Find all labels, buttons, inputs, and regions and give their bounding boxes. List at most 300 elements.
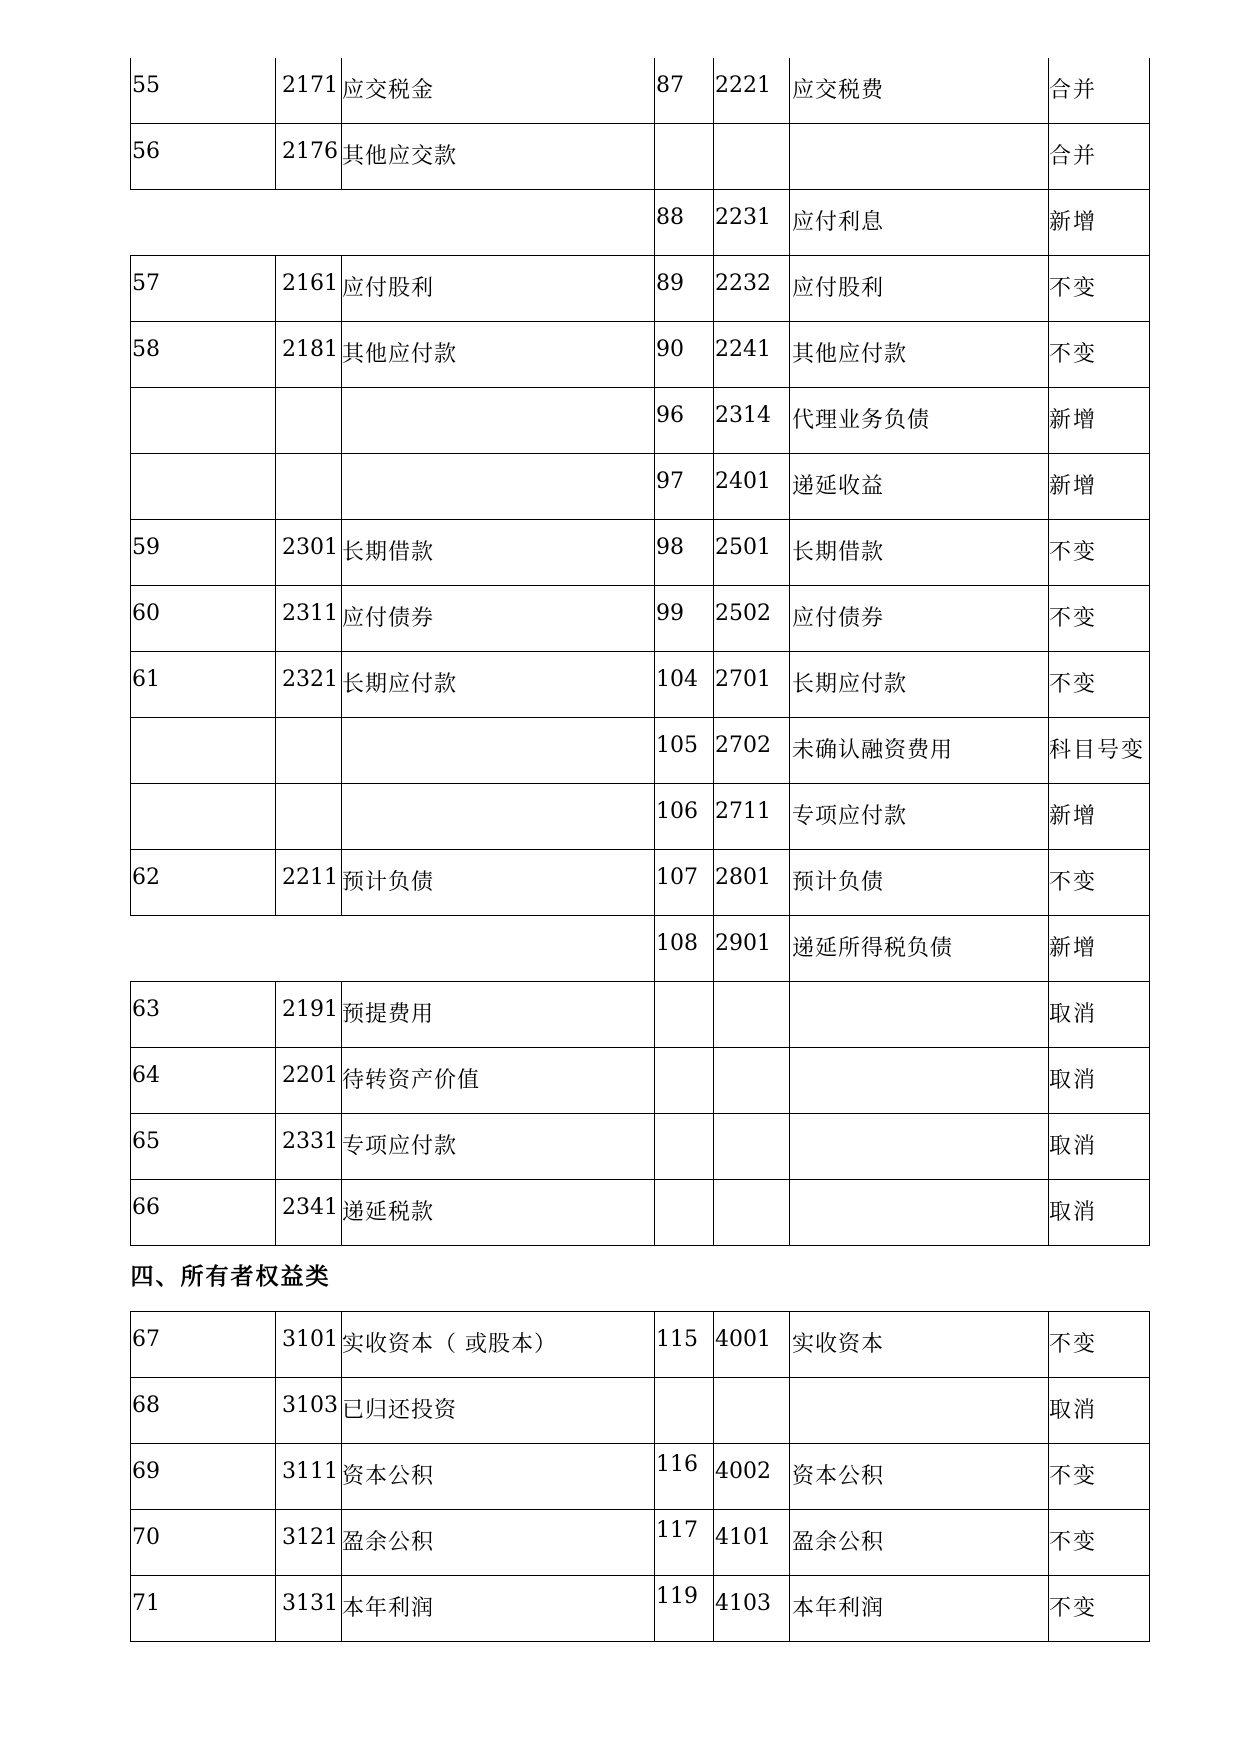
old-seq-cell-text: 65 <box>132 1129 160 1154</box>
old-name-cell <box>342 1114 655 1180</box>
new-name-cell-text: 长期应付款 <box>792 672 908 697</box>
old-name-cell <box>342 124 655 190</box>
old-seq-cell-text <box>131 454 275 471</box>
new-seq-cell-text <box>655 1378 713 1395</box>
old-seq-cell-text: 71 <box>132 1591 160 1616</box>
new-seq-cell <box>655 850 714 916</box>
old-seq-cell <box>131 1312 276 1378</box>
status-cell <box>1049 124 1150 190</box>
old-code-cell-text: 3103 <box>282 1393 338 1418</box>
new-name-cell-text <box>790 982 1048 1004</box>
new-seq-cell-text: 105 <box>656 733 698 758</box>
old-name-cell-text: 长期借款 <box>342 540 435 565</box>
status-cell-text: 不变 <box>1049 1332 1098 1357</box>
status-cell-text: 合并 <box>1049 144 1098 169</box>
new-seq-cell <box>655 520 714 586</box>
status-cell <box>1049 190 1150 256</box>
old-name-cell-text: 预计负债 <box>342 870 435 895</box>
new-code-cell-text: 2701 <box>715 667 771 692</box>
old-name-cell-text: 资本公积 <box>342 1464 435 1489</box>
table-row <box>131 1444 1150 1510</box>
new-code-cell <box>714 388 790 454</box>
old-name-cell <box>342 718 655 784</box>
new-name-cell <box>790 1114 1049 1180</box>
new-code-cell-text <box>714 1180 789 1197</box>
table-row <box>131 58 1150 124</box>
old-seq-cell <box>131 1114 276 1180</box>
new-seq-cell-text: 115 <box>656 1327 698 1352</box>
status-cell <box>1049 58 1150 124</box>
new-code-cell-text <box>714 1114 789 1131</box>
new-seq-cell-text: 99 <box>656 601 684 626</box>
old-name-cell-text: 应付债券 <box>342 606 435 631</box>
status-cell-text: 不变 <box>1049 342 1098 367</box>
new-code-cell <box>714 850 790 916</box>
status-cell <box>1049 652 1150 718</box>
old-name-cell <box>342 520 655 586</box>
new-name-cell <box>790 1180 1049 1246</box>
old-seq-cell-text: 57 <box>132 271 160 296</box>
old-code-cell <box>276 1048 342 1114</box>
old-code-cell-text: 2301 <box>282 535 338 560</box>
status-cell <box>1049 718 1150 784</box>
new-name-cell-text: 其他应付款 <box>792 342 908 367</box>
new-name-cell <box>790 190 1049 256</box>
old-code-cell-text: 2181 <box>282 337 338 362</box>
table-row <box>131 1048 1150 1114</box>
old-name-cell <box>342 58 655 124</box>
table-row <box>131 784 1150 850</box>
new-code-cell-text: 4002 <box>715 1459 771 1484</box>
old-code-cell-text: 3121 <box>282 1525 338 1550</box>
status-cell-text: 不变 <box>1049 606 1098 631</box>
old-name-cell-text: 已归还投资 <box>342 1398 458 1423</box>
old-seq-cell <box>131 520 276 586</box>
new-seq-cell <box>655 1048 714 1114</box>
status-cell <box>1049 256 1150 322</box>
old-name-cell <box>342 850 655 916</box>
new-seq-cell-text <box>655 124 713 141</box>
merged-blank-cell <box>131 916 655 982</box>
old-name-cell-text: 待转资产价值 <box>342 1068 481 1093</box>
new-name-cell <box>790 58 1049 124</box>
old-seq-cell <box>131 388 276 454</box>
old-seq-cell <box>131 718 276 784</box>
status-cell <box>1049 586 1150 652</box>
old-name-cell <box>342 388 655 454</box>
old-seq-cell-text: 61 <box>132 667 160 692</box>
old-name-cell-text: 其他应付款 <box>342 342 458 367</box>
new-seq-cell <box>655 916 714 982</box>
new-seq-cell <box>655 1510 714 1576</box>
status-cell <box>1049 1312 1150 1378</box>
new-name-cell <box>790 124 1049 190</box>
status-cell <box>1049 916 1150 982</box>
old-seq-cell <box>131 1378 276 1444</box>
new-name-cell <box>790 1510 1049 1576</box>
old-name-cell-text: 应交税金 <box>342 78 435 103</box>
new-code-cell-text <box>714 124 789 141</box>
old-name-cell-text: 实收资本（ 或股本） <box>342 1332 557 1357</box>
new-code-cell-text: 2501 <box>715 535 771 560</box>
new-name-cell-text: 递延所得税负债 <box>792 936 954 961</box>
new-code-cell <box>714 916 790 982</box>
new-code-cell-text: 2241 <box>715 337 771 362</box>
new-code-cell-text: 2801 <box>715 865 771 890</box>
new-seq-cell <box>655 454 714 520</box>
old-code-cell <box>276 784 342 850</box>
old-code-cell-text: 2176 <box>282 139 338 164</box>
status-cell-text: 不变 <box>1049 1596 1098 1621</box>
status-cell <box>1049 784 1150 850</box>
new-name-cell-text: 实收资本 <box>792 1332 885 1357</box>
status-cell-text: 不变 <box>1049 276 1098 301</box>
old-code-cell-text: 2341 <box>282 1195 338 1220</box>
status-cell <box>1049 454 1150 520</box>
old-name-cell-text: 长期应付款 <box>342 672 458 697</box>
old-name-cell <box>342 1576 655 1642</box>
new-code-cell-text: 2231 <box>715 205 771 230</box>
old-code-cell-text: 2311 <box>282 601 338 626</box>
status-cell <box>1049 1180 1150 1246</box>
old-name-cell-text: 盈余公积 <box>342 1530 435 1555</box>
old-name-cell <box>342 454 655 520</box>
old-name-cell <box>342 1048 655 1114</box>
old-seq-cell-text: 60 <box>132 601 160 626</box>
new-seq-cell-text: 87 <box>656 73 684 98</box>
section-title <box>131 1246 1150 1312</box>
old-code-cell <box>276 1510 342 1576</box>
table-row <box>131 1312 1150 1378</box>
old-name-cell-text: 本年利润 <box>342 1596 435 1621</box>
status-cell-text: 科目号变 <box>1049 738 1146 763</box>
new-seq-cell <box>655 256 714 322</box>
new-seq-cell <box>655 718 714 784</box>
new-code-cell <box>714 982 790 1048</box>
new-name-cell-text: 代理业务负债 <box>792 408 931 433</box>
table-row <box>131 454 1150 520</box>
old-seq-cell <box>131 58 276 124</box>
new-name-cell-text: 应付债券 <box>792 606 885 631</box>
new-code-cell <box>714 1378 790 1444</box>
new-name-cell <box>790 652 1049 718</box>
new-code-cell-text: 2232 <box>715 271 771 296</box>
new-name-cell <box>790 454 1049 520</box>
new-seq-cell <box>655 1312 714 1378</box>
old-seq-cell-text: 70 <box>132 1525 160 1550</box>
merged-blank-cell <box>131 190 655 256</box>
new-name-cell-text <box>790 1378 1048 1400</box>
old-code-cell-text: 2321 <box>282 667 338 692</box>
old-seq-cell <box>131 586 276 652</box>
new-seq-cell-text: 89 <box>656 271 684 296</box>
old-name-cell-text <box>342 784 654 806</box>
status-cell-text: 不变 <box>1049 1530 1098 1555</box>
old-name-cell <box>342 652 655 718</box>
new-seq-cell-text: 98 <box>656 535 684 560</box>
old-code-cell-text: 3131 <box>282 1591 338 1616</box>
new-seq-cell-text: 96 <box>656 403 684 428</box>
new-seq-cell-text <box>655 1114 713 1131</box>
new-code-cell <box>714 454 790 520</box>
new-name-cell-text: 递延收益 <box>792 474 885 499</box>
new-code-cell-text: 2711 <box>715 799 771 824</box>
old-code-cell-text: 2331 <box>282 1129 338 1154</box>
old-seq-cell-text <box>131 784 275 801</box>
table-row <box>131 190 1150 256</box>
new-code-cell-text <box>714 1378 789 1395</box>
new-seq-cell <box>655 58 714 124</box>
new-code-cell <box>714 124 790 190</box>
old-seq-cell-text: 58 <box>132 337 160 362</box>
table-row <box>131 388 1150 454</box>
old-code-cell <box>276 454 342 520</box>
new-seq-cell <box>655 1444 714 1510</box>
new-name-cell-text: 专项应付款 <box>792 804 908 829</box>
new-seq-cell-text <box>655 982 713 999</box>
new-name-cell <box>790 1048 1049 1114</box>
new-seq-cell-text <box>655 1048 713 1065</box>
new-name-cell-text <box>790 1180 1048 1202</box>
old-seq-cell-text: 56 <box>132 139 160 164</box>
old-code-cell <box>276 520 342 586</box>
new-name-cell-text: 应付利息 <box>792 210 885 235</box>
old-name-cell <box>342 586 655 652</box>
new-name-cell-text: 未确认融资费用 <box>792 738 954 763</box>
status-cell <box>1049 520 1150 586</box>
old-seq-cell <box>131 850 276 916</box>
new-seq-cell <box>655 586 714 652</box>
status-cell <box>1049 1576 1150 1642</box>
old-code-cell <box>276 718 342 784</box>
new-code-cell-text: 2901 <box>715 931 771 956</box>
old-seq-cell-text: 68 <box>132 1393 160 1418</box>
new-name-cell <box>790 784 1049 850</box>
new-name-cell <box>790 1576 1049 1642</box>
new-code-cell-text <box>714 982 789 999</box>
status-cell-text: 取消 <box>1049 1134 1098 1159</box>
status-cell-text: 新增 <box>1049 936 1098 961</box>
new-name-cell <box>790 982 1049 1048</box>
old-name-cell-text <box>342 718 654 740</box>
old-name-cell-text: 预提费用 <box>342 1002 435 1027</box>
table-row <box>131 1510 1150 1576</box>
status-cell-text: 取消 <box>1049 1398 1098 1423</box>
new-code-cell <box>714 1048 790 1114</box>
new-seq-cell-text: 107 <box>656 865 698 890</box>
status-cell <box>1049 1114 1150 1180</box>
table-row <box>131 982 1150 1048</box>
status-cell-text: 新增 <box>1049 210 1098 235</box>
new-name-cell <box>790 718 1049 784</box>
new-name-cell <box>790 850 1049 916</box>
old-name-cell-text: 应付股利 <box>342 276 435 301</box>
new-seq-cell-text: 106 <box>656 799 698 824</box>
old-seq-cell <box>131 1510 276 1576</box>
new-name-cell <box>790 388 1049 454</box>
status-cell-text: 取消 <box>1049 1002 1098 1027</box>
new-seq-cell-text: 90 <box>656 337 684 362</box>
new-code-cell <box>714 784 790 850</box>
table-row <box>131 1114 1150 1180</box>
new-code-cell <box>714 586 790 652</box>
old-name-cell <box>342 322 655 388</box>
status-cell <box>1049 1048 1150 1114</box>
new-seq-cell-text: 88 <box>656 205 684 230</box>
new-seq-cell-text: 108 <box>656 931 698 956</box>
table-row <box>131 652 1150 718</box>
old-seq-cell <box>131 1048 276 1114</box>
new-seq-cell-text: 116 <box>656 1452 698 1477</box>
old-seq-cell <box>131 124 276 190</box>
old-code-cell-text: 3101 <box>282 1327 338 1352</box>
new-code-cell-text: 2401 <box>715 469 771 494</box>
new-name-cell <box>790 1378 1049 1444</box>
old-code-cell <box>276 1312 342 1378</box>
table-row <box>131 1180 1150 1246</box>
new-seq-cell <box>655 1180 714 1246</box>
new-seq-cell-text: 104 <box>656 667 698 692</box>
old-name-cell <box>342 784 655 850</box>
old-seq-cell-text: 69 <box>132 1459 160 1484</box>
old-seq-cell <box>131 1444 276 1510</box>
new-code-cell <box>714 190 790 256</box>
old-seq-cell-text: 64 <box>132 1063 160 1088</box>
table-row <box>131 586 1150 652</box>
new-code-cell <box>714 1114 790 1180</box>
new-code-cell-text: 4103 <box>715 1591 771 1616</box>
new-seq-cell <box>655 1576 714 1642</box>
old-name-cell <box>342 256 655 322</box>
old-name-cell <box>342 982 655 1048</box>
old-seq-cell <box>131 1576 276 1642</box>
new-name-cell <box>790 586 1049 652</box>
new-code-cell <box>714 718 790 784</box>
new-name-cell-text: 应付股利 <box>792 276 885 301</box>
table-row <box>131 916 1150 982</box>
old-code-cell-text: 2191 <box>282 997 338 1022</box>
status-cell-text: 取消 <box>1049 1068 1098 1093</box>
new-seq-cell <box>655 1378 714 1444</box>
status-cell-text: 新增 <box>1049 474 1098 499</box>
status-cell <box>1049 850 1150 916</box>
new-code-cell <box>714 1576 790 1642</box>
old-code-cell-text: 2171 <box>282 73 338 98</box>
table-row <box>131 850 1150 916</box>
new-name-cell <box>790 256 1049 322</box>
status-cell <box>1049 322 1150 388</box>
table-body <box>131 58 1150 1642</box>
new-name-cell-text: 资本公积 <box>792 1464 885 1489</box>
old-seq-cell <box>131 1180 276 1246</box>
new-seq-cell <box>655 1114 714 1180</box>
old-code-cell <box>276 1576 342 1642</box>
section-title-text: 四、所有者权益类 <box>130 1264 331 1290</box>
new-seq-cell <box>655 322 714 388</box>
status-cell-text: 不变 <box>1049 1464 1098 1489</box>
old-seq-cell <box>131 454 276 520</box>
new-code-cell-text <box>714 1048 789 1065</box>
new-code-cell <box>714 652 790 718</box>
old-seq-cell <box>131 322 276 388</box>
status-cell <box>1049 388 1150 454</box>
new-seq-cell <box>655 982 714 1048</box>
section-header-row <box>131 1246 1150 1312</box>
new-name-cell <box>790 322 1049 388</box>
old-seq-cell-text: 55 <box>132 73 160 98</box>
new-code-cell <box>714 256 790 322</box>
new-name-cell-text: 长期借款 <box>792 540 885 565</box>
new-name-cell-text <box>790 124 1048 146</box>
table-row <box>131 124 1150 190</box>
new-seq-cell-text: 117 <box>656 1518 698 1543</box>
new-code-cell <box>714 322 790 388</box>
new-name-cell-text: 本年利润 <box>792 1596 885 1621</box>
old-code-cell <box>276 1444 342 1510</box>
status-cell-text: 不变 <box>1049 870 1098 895</box>
status-cell-text: 合并 <box>1049 78 1098 103</box>
account-mapping-table <box>130 58 1150 1642</box>
old-code-cell-text <box>276 454 341 471</box>
new-code-cell-text: 2221 <box>715 73 771 98</box>
old-seq-cell-text: 66 <box>132 1195 160 1220</box>
old-name-cell-text <box>342 388 654 410</box>
old-name-cell <box>342 1180 655 1246</box>
old-name-cell-text: 其他应交款 <box>342 144 458 169</box>
old-code-cell-text: 2211 <box>282 865 338 890</box>
old-code-cell-text: 2201 <box>282 1063 338 1088</box>
old-code-cell <box>276 256 342 322</box>
table-row <box>131 718 1150 784</box>
new-name-cell-text: 盈余公积 <box>792 1530 885 1555</box>
old-seq-cell-text <box>131 388 275 405</box>
old-code-cell <box>276 124 342 190</box>
new-code-cell-text: 4001 <box>715 1327 771 1352</box>
new-name-cell-text: 应交税费 <box>792 78 885 103</box>
new-code-cell <box>714 520 790 586</box>
new-seq-cell-text <box>655 1180 713 1197</box>
old-seq-cell <box>131 652 276 718</box>
old-name-cell <box>342 1444 655 1510</box>
old-name-cell-text <box>342 454 654 476</box>
new-name-cell-text: 预计负债 <box>792 870 885 895</box>
status-cell-text: 取消 <box>1049 1200 1098 1225</box>
new-code-cell-text: 2702 <box>715 733 771 758</box>
old-name-cell-text: 递延税款 <box>342 1200 435 1225</box>
old-code-cell <box>276 586 342 652</box>
new-seq-cell <box>655 652 714 718</box>
status-cell <box>1049 1510 1150 1576</box>
old-code-cell <box>276 58 342 124</box>
new-seq-cell <box>655 190 714 256</box>
new-seq-cell <box>655 124 714 190</box>
new-seq-cell-text: 97 <box>656 469 684 494</box>
old-code-cell <box>276 850 342 916</box>
new-code-cell <box>714 1180 790 1246</box>
new-code-cell <box>714 1312 790 1378</box>
status-cell <box>1049 1444 1150 1510</box>
old-code-cell-text: 3111 <box>282 1459 338 1484</box>
old-name-cell <box>342 1312 655 1378</box>
new-name-cell-text <box>790 1048 1048 1070</box>
new-code-cell-text: 4101 <box>715 1525 771 1550</box>
old-code-cell-text <box>276 784 341 801</box>
old-code-cell-text <box>276 718 341 735</box>
new-code-cell <box>714 58 790 124</box>
old-code-cell <box>276 388 342 454</box>
old-code-cell <box>276 322 342 388</box>
old-code-cell-text: 2161 <box>282 271 338 296</box>
